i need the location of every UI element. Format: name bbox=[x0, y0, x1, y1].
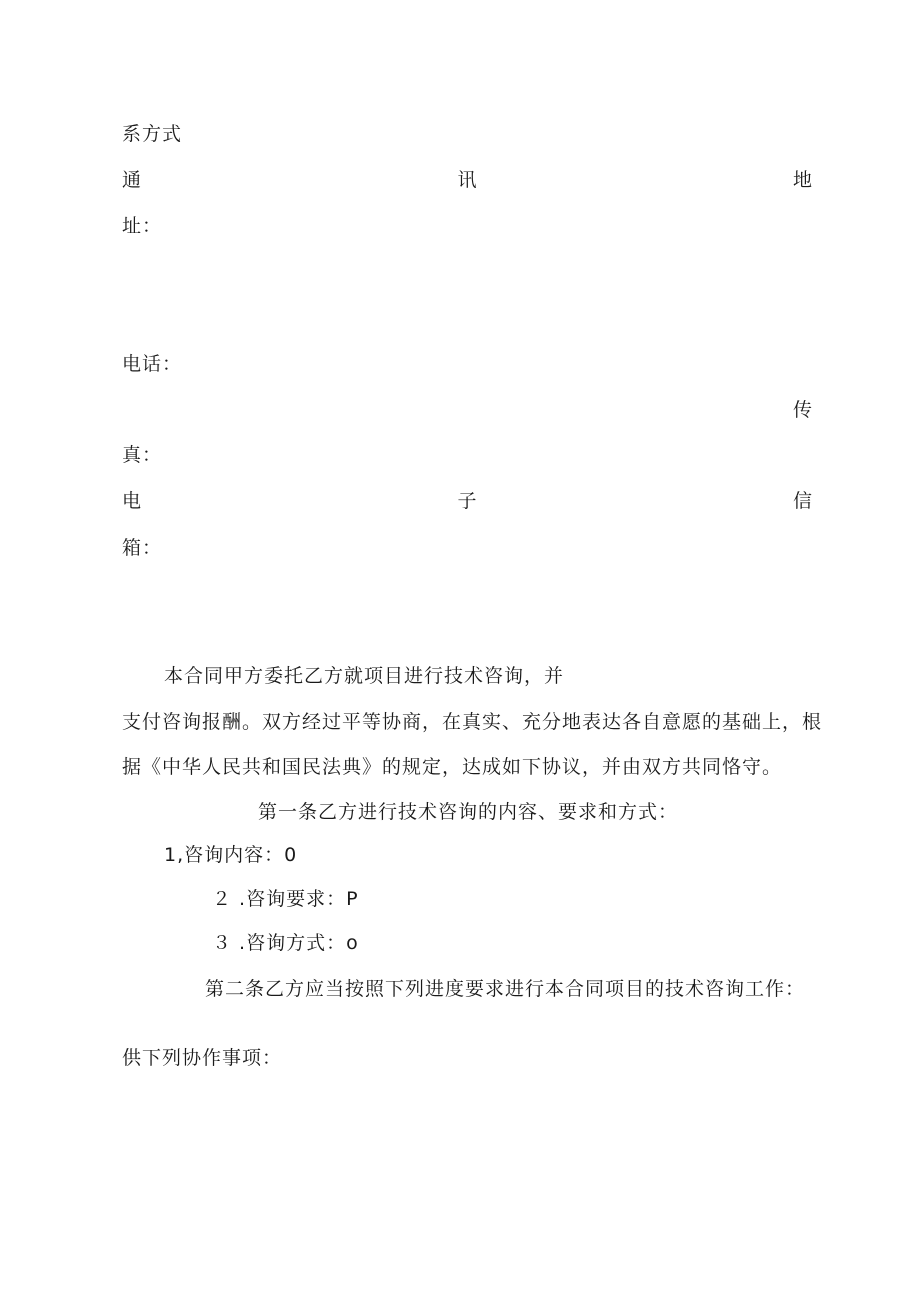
email-char-1: 电 bbox=[122, 490, 142, 512]
contact-method-label: 系方式 bbox=[122, 123, 183, 145]
item-2-requirement: ２ .咨询要求：P bbox=[212, 888, 359, 910]
item-1-content: 1,咨询内容：0 bbox=[164, 844, 298, 866]
phone-label: 电话： bbox=[122, 353, 183, 375]
address-char-1: 通 bbox=[122, 169, 142, 191]
email-char-3: 信 bbox=[792, 490, 812, 512]
item-3-method: ３ .咨询方式：o bbox=[212, 932, 359, 954]
preamble-line-2: 支付咨询报酬。双方经过平等协商，在真实、充分地表达各自意愿的基础上，根 bbox=[122, 711, 823, 733]
email-char-2: 子 bbox=[457, 490, 477, 512]
address-label-spread bbox=[122, 168, 812, 192]
address-char-2: 讯 bbox=[457, 169, 477, 191]
fax-label-head: 传 bbox=[793, 399, 814, 421]
address-char-3: 地 bbox=[792, 169, 812, 191]
article-1-heading: 第一条乙方进行技术咨询的内容、要求和方式： bbox=[258, 801, 679, 823]
article-2-heading: 第二条乙方应当按照下列进度要求进行本合同项目的技术咨询工作： bbox=[205, 978, 806, 1000]
preamble-line-1: 本合同甲方委托乙方就项目进行技术咨询，并 bbox=[164, 665, 565, 687]
email-label-spread bbox=[122, 489, 812, 513]
preamble-line-3: 据《中华人民共和国民法典》的规定，达成如下协议，并由双方共同恪守。 bbox=[122, 756, 783, 778]
fax-label-tail: 真： bbox=[122, 444, 163, 466]
email-label-tail: 箱： bbox=[122, 537, 163, 559]
address-label-tail: 址： bbox=[122, 215, 163, 237]
cooperation-items: 供下列协作事项： bbox=[122, 1047, 283, 1069]
